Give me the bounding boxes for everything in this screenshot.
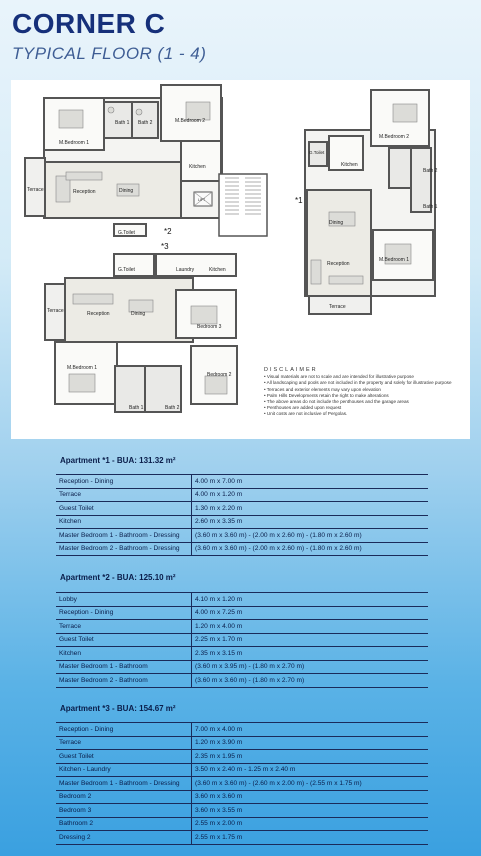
table-row [56,488,428,502]
room-label: G.Toilet [118,230,135,236]
table-row [56,763,428,777]
room-label: M.Bedroom 2 [175,118,206,124]
size-cell: 4.10 m x 1.20 m [192,593,429,607]
room-cell: Reception - Dining [56,606,192,620]
page-subtitle: TYPICAL FLOOR (1 - 4) [12,44,207,63]
room-label: M.Bedroom 1 [59,140,90,146]
room-cell: Guest Toilet [56,633,192,647]
room-label: G.Toilet [309,150,325,155]
disclaimer-item: • Unit costs are not inclusive of Pergolas. [264,411,348,417]
room-label: Laundry [176,267,195,273]
room-label: Dining [329,220,344,226]
room-cell: Master Bedroom 2 - Bathroom - Dressing [56,542,192,556]
room-label: Bedroom 3 [197,324,222,330]
room-cell: Lobby [56,593,192,607]
room-label: Bath 2 [165,405,180,411]
room-cell: Kitchen [56,647,192,661]
room-cell: Bedroom 2 [56,790,192,804]
room-label: Bath 1 [129,405,144,411]
table-row [56,502,428,516]
room-cell: Dressing 2 [56,831,192,845]
size-cell: 2.60 m x 3.35 m [192,515,429,529]
table-row [56,723,428,737]
apartment-2-title: Apartment *2 - BUA: 125.10 m² [60,573,176,582]
room-cell: Reception - Dining [56,475,192,489]
size-cell: 2.35 m x 1.95 m [192,750,429,764]
disclaimer-item: • The above areas do not include the penthouses and the garage areas [264,399,409,405]
size-cell: 7.00 m x 4.00 m [192,723,429,737]
room-cell: Master Bedroom 1 - Bathroom [56,660,192,674]
disclaimer-item: • Visual materials are not to scale and are intended for illustrative purpose [264,374,414,380]
size-cell: 2.55 m x 1.75 m [192,831,429,845]
room-cell: Bedroom 3 [56,804,192,818]
room-label: Bath 2 [423,168,438,174]
table-row [56,542,428,556]
room-label: Bath 1 [115,120,130,126]
size-cell: 4.00 m x 7.00 m [192,475,429,489]
room-cell: Kitchen - Laundry [56,763,192,777]
room-label: Terrace [47,308,64,314]
disclaimer-item: • Palm Hills Developments retain the right to make alterations [264,392,389,398]
room-label: M.Bedroom 1 [379,257,410,263]
apartment-marker: *3 [161,242,169,251]
table-row [56,804,428,818]
size-cell: 3.60 m x 3.60 m [192,790,429,804]
room-label: M.Bedroom 1 [67,365,98,371]
size-cell: 1.20 m x 4.00 m [192,620,429,634]
disclaimer [264,367,464,418]
size-cell: 3.60 m x 3.55 m [192,804,429,818]
room-label: Terrace [329,304,346,310]
room-label: Dining [131,311,146,317]
room-cell: Terrace [56,620,192,634]
room-label: Kitchen [341,162,358,168]
disclaimer-heading: DISCLAIMER [264,367,318,373]
room-label: M.Bedroom 2 [379,134,410,140]
apartment-1-table [56,474,428,556]
room-label: Reception [73,189,96,195]
room-cell: Kitchen [56,515,192,529]
size-cell: (3.60 m x 3.60 m) - (1.80 m x 2.70 m) [192,674,429,688]
table-row [56,790,428,804]
room-label: Terrace [27,187,44,193]
table-row [56,620,428,634]
room-label: Kitchen [209,267,226,273]
size-cell: 2.25 m x 1.70 m [192,633,429,647]
size-cell: 4.00 m x 1.20 m [192,488,429,502]
disclaimer-item: • Terraces and exterior elements may vary upon elevation [264,386,381,392]
apartment-3-title: Apartment *3 - BUA: 154.67 m² [60,704,176,713]
room-cell: Terrace [56,488,192,502]
size-cell: (3.60 m x 3.95 m) - (1.80 m x 2.70 m) [192,660,429,674]
size-cell: (3.60 m x 3.60 m) - (2.00 m x 2.60 m) - (1.80 m x 2.60 m) [192,542,429,556]
apartment-marker: *1 [295,196,303,205]
table-row [56,674,428,688]
table-row [56,660,428,674]
size-cell: 2.55 m x 2.00 m [192,817,429,831]
table-row [56,593,428,607]
size-cell: 1.20 m x 3.90 m [192,736,429,750]
table-row [56,831,428,845]
disclaimer-item: • Penthouses are added upon request [264,405,342,411]
apartment-3-table [56,722,428,845]
apartment-1-title: Apartment *1 - BUA: 131.32 m² [60,456,176,465]
apartment-marker: *2 [164,227,172,236]
table-row [56,647,428,661]
apartment-2-plan [305,90,435,314]
size-cell: 1.30 m x 2.20 m [192,502,429,516]
table-row [56,529,428,543]
table-row [56,817,428,831]
room-label: Bath 2 [138,120,153,126]
disclaimer-item: • All landscaping and pools are not included in the property and solely for illustrative purpose [264,380,452,386]
room-cell: Terrace [56,736,192,750]
page-title: CORNER C [12,8,166,39]
room-cell: Bathroom 2 [56,817,192,831]
room-label: Bedroom 2 [207,372,232,378]
room-cell: Master Bedroom 1 - Bathroom - Dressing [56,529,192,543]
room-cell: Guest Toilet [56,750,192,764]
size-cell: (3.60 m x 3.60 m) - (2.00 m x 2.60 m) - (1.80 m x 2.60 m) [192,529,429,543]
room-cell: Master Bedroom 2 - Bathroom [56,674,192,688]
size-cell: 3.50 m x 2.40 m - 1.25 m x 2.40 m [192,763,429,777]
table-row [56,777,428,791]
table-row [56,736,428,750]
room-label: Kitchen [189,164,206,170]
room-cell: Master Bedroom 1 - Bathroom - Dressing [56,777,192,791]
room-label: Reception [87,311,110,317]
size-cell: (3.60 m x 3.60 m) - (2.60 m x 2.00 m) - (2.55 m x 1.75 m) [192,777,429,791]
table-row [56,606,428,620]
apartment-2-table [56,592,428,688]
room-label: LIFT [198,198,206,202]
size-cell: 2.35 m x 3.15 m [192,647,429,661]
room-label: Dining [119,188,134,194]
table-row [56,633,428,647]
room-label: Reception [327,261,350,267]
size-cell: 4.00 m x 7.25 m [192,606,429,620]
table-row [56,750,428,764]
room-cell: Reception - Dining [56,723,192,737]
room-label: G.Toilet [118,267,135,273]
room-cell: Guest Toilet [56,502,192,516]
room-label: Bath 1 [423,204,438,210]
table-row [56,515,428,529]
table-row [56,475,428,489]
